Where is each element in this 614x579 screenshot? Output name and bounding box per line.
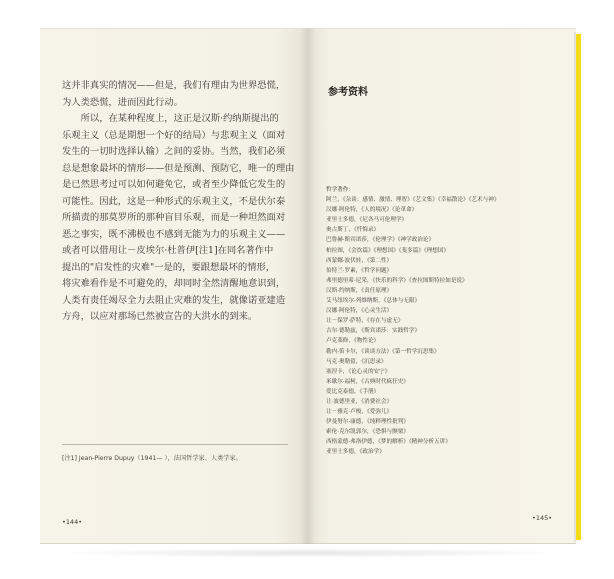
reference-item: 巴鲁赫·斯宾诺莎，《伦理学》《神学政治论》 [326,237,435,244]
body-line: 乐观主义（总是期想一个好的结局）与悲观主义（面对 [62,129,286,141]
reference-item: 伯特兰·罗素，《哲学问题》 [326,267,393,274]
reference-item: 让·波德里亚，《消费社会》 [326,398,393,405]
reference-item: 汉斯·约纳斯，《责任原理》 [326,287,393,294]
reference-item: 奥古斯丁，《忏悔录》 [326,227,380,234]
reference-item: 让－雅克·卢梭，《爱弥儿》 [326,409,393,416]
reference-item: 让－保罗·萨特，《存在与虚无》 [326,318,404,325]
reference-item: 勒内·笛卡尔，《谈谈方法》《第一哲学沉思集》 [326,348,440,355]
book-shadow [50,548,570,558]
reference-list [326,185,570,458]
reference-item: 西格蒙德·弗洛伊德，《梦的解析》《精神分析五讲》 [326,439,451,446]
body-line: 恶之事实，既不沸极也不感到无能为力的乐观主义—— [62,228,286,240]
body-line: 是已然思考过可以如何避免它，或者至少降低它发生的 [62,179,286,190]
left-page-body-text [62,78,294,326]
reference-item: 卢克莱修，《物性论》 [326,338,380,345]
yellow-edge-strip [576,34,581,540]
reference-item: 马克·奥勒留，《沉思录》 [326,358,387,365]
body-line: 为人类恐慌，进而因此行动。 [62,96,183,108]
reference-item: 亚里士多德，《尼各马可伦理学》 [326,217,408,224]
reference-item: 弗里德里希·尼采，《快乐的科学》《查拉图斯特拉如是说》 [326,277,468,284]
reference-item: 汉娜·阿伦特，《人的境况》《论革命》 [326,207,418,214]
reference-item: 西蒙娜·波伏娃，《第二性》 [326,257,393,264]
body-line: 人类有责任竭尽全力去阻止灾难的发生，就像诺亚建造 [62,294,286,306]
body-line: 方舟，以应对那场已然被宣告的大洪水的到来。 [62,311,258,322]
page-number-left: •144• [62,518,83,526]
reference-item: 伊曼努尔·康德，《纯粹理性批判》 [326,419,409,426]
body-line: 所描责的那莫罗所的那种盲目乐观，而是一种坦然面对 [62,212,286,223]
body-line: 发生的一切时选择认输）之间的妥协。当然，我们必须 [62,146,286,157]
book-gutter [300,28,316,544]
body-line: 或者可以借用让－皮埃尔·杜普伊[注1]在同名著作中 [62,245,274,256]
page-number-right: •145• [532,514,553,522]
body-line: 所以，在某种程度上，这正是汉斯·约纳斯提出的 [62,113,279,124]
reference-item: 米歇尔·福柯，《古典时代疯狂史》 [326,378,409,385]
body-line: 将灾难看作是不可避免的，却同时全然清醒地意识到， [62,278,286,289]
reference-item: 吉尔·德勒兹，《斯宾诺莎：实践哲学》 [326,328,421,335]
reference-item: 阿兰，《杂谈：感情、激情、理智》《艺文集》《幸福散论》《艺术与神》 [326,197,500,204]
body-line: 这并非真实的情况——但是，我们有理由为世界恐慌， [62,80,286,91]
footnote: [注1] Jean-Pierre Dupuy（1941— ），法国哲学家、人类学家。 [62,455,242,462]
body-line: 总是想象最坏的情形——但是预测、预防它，唯一的理由 [62,162,294,174]
reference-section-heading: 哲学著作： [326,187,354,193]
reference-item: 汉娜·阿伦特，《心灵生活》 [326,308,393,315]
reference-item: 塞涅卡，《论心灵的安宁》 [326,368,391,375]
footnote-divider [62,444,288,445]
body-line: 可能性。因此，这是一种形式的乐观主义，不是伏尔泰 [62,195,286,207]
reference-item: 索伦·克尔凯郭尔，《恐惧与颤栗》 [326,429,409,436]
page-title: 参考资料 [328,87,368,98]
body-line: 提出的"启发性的灾难"一是的，要跟想最坏的情形， [62,261,276,273]
reference-item: 艾马纽埃尔·列维纳斯，《总体与无限》 [326,298,421,305]
reference-item: 爱比克泰德，《手册》 [326,388,380,395]
reference-item: 柏拉图，《会饮篇》《理想国》《斐多篇》《理想国》 [326,247,450,254]
reference-item: 亚里士多德，《政治学》 [326,449,385,456]
